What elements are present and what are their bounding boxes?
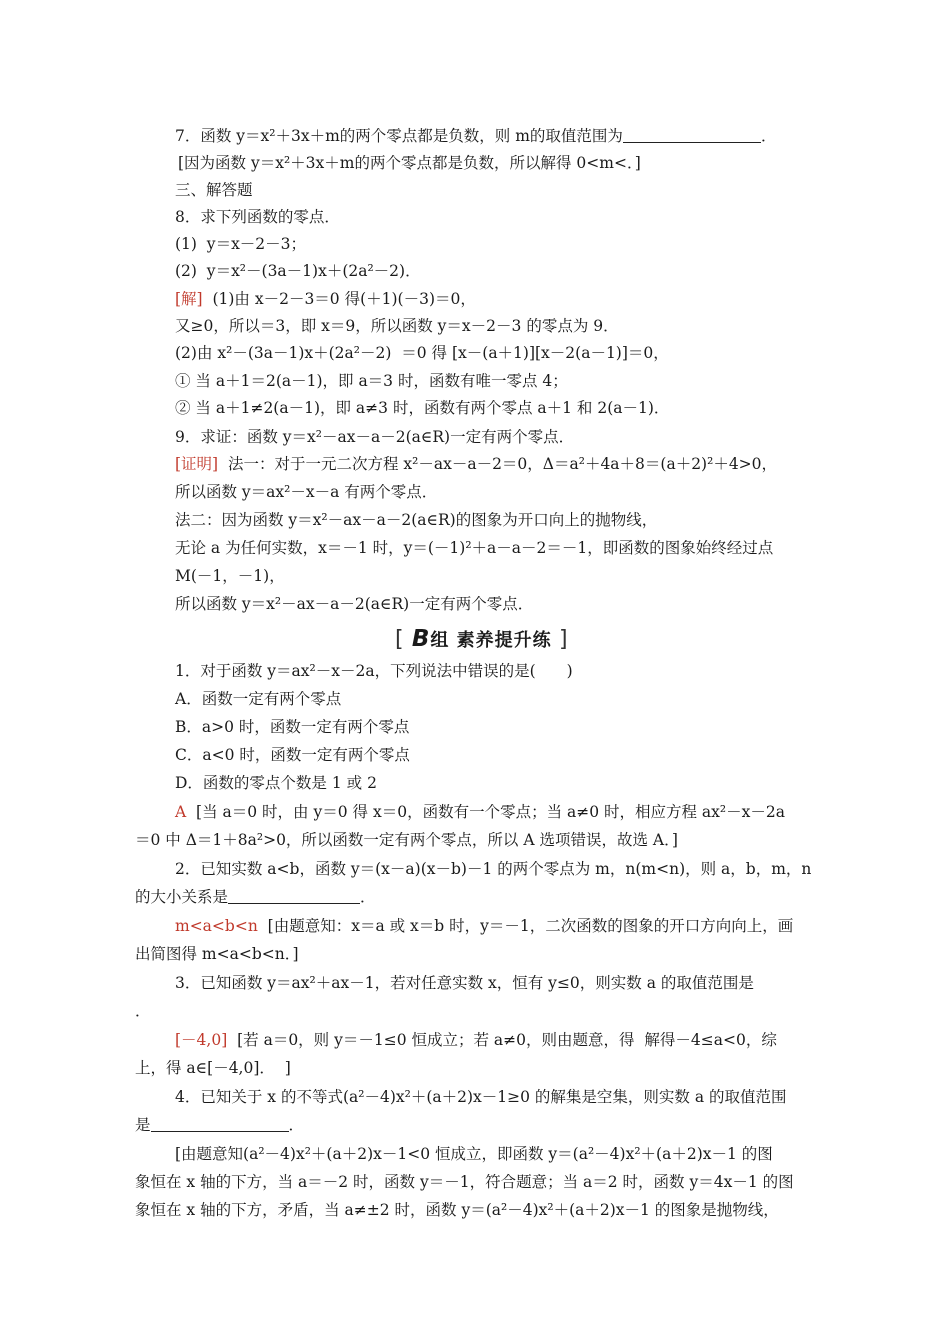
text-line [0, 1197, 950, 1224]
text-line [0, 1141, 950, 1168]
text-line [0, 970, 950, 997]
answer-blank [151, 1113, 289, 1132]
line-text: 所以函数 y＝ax²－x－a 有两个零点． [175, 483, 438, 501]
line-text: [当 a＝0 时，由 y＝0 得 x＝0，函数有一个零点；当 a≠0 时，相应方程 ax²－x－2a [186, 803, 785, 821]
line-text: 所以函数 y＝x²－ax－a－2(a∈R)一定有两个零点． [175, 595, 534, 613]
text-line [0, 941, 950, 968]
line-text: (1)由 x－2－3＝0 得(＋1)(－3)＝0， [202, 290, 476, 308]
line-text: ． [760, 127, 777, 145]
line-text: 的大小关系是 [135, 888, 229, 906]
text-line [0, 1112, 950, 1139]
line-text: 4．已知关于 x 的不等式(a²－4)x²＋(a＋2)x－1≥0 的解集是空集，则实数 a 的取值范围 [175, 1088, 787, 1106]
text-line [0, 150, 950, 177]
line-text: 法二：因为函数 y＝x²－ax－a－2(a∈R)的图象为开口向上的抛物线， [175, 511, 658, 529]
line-text: 是 [135, 1116, 151, 1134]
text-line [0, 535, 950, 562]
text-line [0, 770, 950, 797]
line-text: 又≥0，所以＝3，即 x＝9，所以函数 y＝x－2－3 的零点为 9． [175, 317, 619, 335]
text-line [0, 714, 950, 741]
text-line [0, 742, 950, 769]
line-text: B．a>0 时，函数一定有两个零点 [175, 718, 410, 736]
line-text: 上，得 a∈[－4,0]． ] [135, 1059, 291, 1077]
line-text: 7．函数 y＝x²＋3x＋m的两个零点都是负数，则 m的取值范围为 [175, 127, 623, 145]
line-text: ． [360, 888, 376, 906]
text-line [0, 451, 950, 478]
line-text: 三、解答题 [175, 181, 253, 199]
text-line [0, 258, 950, 285]
section-b-letter: B [411, 626, 431, 652]
answer-label: [解] [175, 290, 203, 308]
answer-blank [623, 124, 761, 143]
text-line [0, 799, 950, 826]
text-line [0, 479, 950, 506]
text-line [0, 658, 950, 685]
line-text: [由题意知(a²－4)x²＋(a＋2)x－1<0 恒成立，即函数 y＝(a²－4)x²＋(a＋2)x－1 的图 [175, 1145, 773, 1163]
text-line [0, 123, 950, 150]
section-b-title [395, 626, 615, 656]
text-line [0, 563, 950, 590]
text-line [0, 395, 950, 422]
answer-label: [证明] [175, 455, 219, 473]
line-text: [若 a＝0，则 y＝－1≤0 恒成立；若 a≠0，则由题意，得 解得－4≤a<0，综 [227, 1031, 777, 1049]
line-text: ． [135, 1002, 151, 1020]
answer-label: [－4,0] [175, 1031, 228, 1049]
text-line [0, 1055, 950, 1082]
text-line [0, 368, 950, 395]
text-line [0, 231, 950, 258]
section-b-right-bracket: ] [558, 627, 569, 652]
line-text: ② 当 a＋1≠2(a－1)，即 a≠3 时，函数有两个零点 a＋1 和 2(a－1)． [175, 399, 670, 417]
text-line [0, 424, 950, 451]
line-text: (1) y＝x－2－3； [175, 235, 307, 253]
answer-label: m<a<b<n [175, 917, 258, 935]
answer-blank [228, 885, 360, 904]
line-text: 2．已知实数 a<b，函数 y＝(x－a)(x－b)－1 的两个零点为 m，n(m<n)，则 a，b，m，n [175, 860, 812, 878]
section-b-label: 组 素养提升练 [430, 630, 552, 651]
text-line [0, 313, 950, 340]
text-line [0, 286, 950, 313]
line-text: 象恒在 x 轴的下方，矛盾，当 a≠±2 时，函数 y＝(a²－4)x²＋(a＋2)x－1 的图象是抛物线， [135, 1201, 779, 1219]
line-text: (2)由 x²－(3a－1)x＋(2a²－2) ＝0 得 [x－(a＋1)][x－2(a－1)]＝0， [175, 344, 669, 362]
line-text: C．a<0 时，函数一定有两个零点 [175, 746, 410, 764]
line-text: 法一：对于一元二次方程 x²－ax－a－2＝0，Δ＝a²＋4a＋8＝(a＋2)²＋4>0， [218, 455, 778, 473]
text-line [0, 998, 950, 1025]
text-line [0, 507, 950, 534]
line-text: 无论 a 为任何实数，x＝－1 时，y＝(－1)²＋a－a－2＝－1，即函数的图象始终经过点 [175, 539, 774, 557]
line-text: M(－1，－1)， [175, 567, 285, 585]
line-text: 3．已知函数 y＝ax²＋ax－1，若对任意实数 x，恒有 y≤0，则实数 a 的取值范围是 [175, 974, 754, 992]
line-text: 1．对于函数 y＝ax²－x－2a，下列说法中错误的是( ) [175, 662, 573, 680]
text-line [0, 1169, 950, 1196]
text-line [0, 827, 950, 854]
line-text: 出简图得 m<a<b<n．] [135, 945, 299, 963]
text-line [0, 913, 950, 940]
text-line [0, 340, 950, 367]
text-line [0, 204, 950, 231]
line-text: 象恒在 x 轴的下方，当 a＝－2 时，函数 y＝－1，符合题意；当 a＝2 时，函数 y＝4x－1 的图 [135, 1173, 794, 1191]
text-line [0, 1084, 950, 1111]
text-line [0, 1027, 950, 1054]
text-line [0, 177, 950, 204]
line-text: [由题意知：x＝a 或 x＝b 时，y＝－1，二次函数的图象的开口方向向上，画 [257, 917, 794, 935]
text-line [0, 856, 950, 883]
line-text: D．函数的零点个数是 1 或 2 [175, 774, 377, 792]
line-text: 9．求证：函数 y＝x²－ax－a－2(a∈R)一定有两个零点． [175, 428, 575, 446]
answer-label: A [175, 803, 187, 821]
line-text: (2) y＝x²－(3a－1)x＋(2a²－2)． [175, 262, 421, 280]
section-b-left-bracket: [ [395, 627, 405, 652]
line-text: ． [288, 1116, 305, 1134]
text-line [0, 686, 950, 713]
text-line [0, 591, 950, 618]
line-text: 8．求下列函数的零点． [175, 208, 340, 226]
line-text: [因为函数 y＝x²＋3x＋m的两个零点都是负数，所以解得 0<m<．] [178, 154, 641, 172]
line-text: ＝0 中 Δ＝1＋8a²>0，所以函数一定有两个零点，所以 A 选项错误，故选 A．] [135, 831, 678, 849]
text-line [0, 884, 950, 911]
line-text: A．函数一定有两个零点 [175, 690, 342, 708]
line-text: ① 当 a＋1＝2(a－1)，即 a＝3 时，函数有唯一零点 4； [175, 372, 568, 390]
